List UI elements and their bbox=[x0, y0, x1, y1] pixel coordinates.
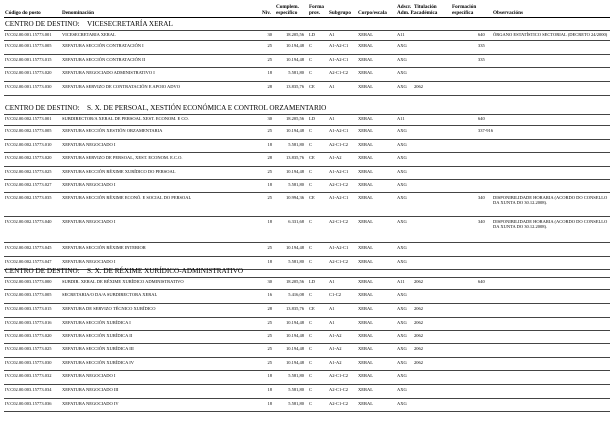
cell-code: IV.C02.00.002.15773.001 bbox=[5, 116, 52, 121]
cell-comp: 5.416,08 bbox=[288, 292, 304, 297]
cell-corp: XERAL bbox=[358, 57, 373, 62]
cell-niv: 25 bbox=[267, 128, 272, 133]
cell-form: 340 bbox=[478, 219, 485, 224]
cell-tit: 2062 bbox=[414, 360, 423, 365]
cell-niv: 28 bbox=[267, 155, 272, 160]
cell-niv: 25 bbox=[267, 43, 272, 48]
cell-ads: AXG bbox=[397, 169, 407, 174]
cell-niv: 25 bbox=[267, 245, 272, 250]
cell-corp: XERAL bbox=[358, 279, 373, 284]
cell-niv: 25 bbox=[267, 333, 272, 338]
header-corps: Corpo/escala bbox=[358, 10, 387, 16]
section-heading bbox=[5, 104, 326, 112]
cell-ads: A11 bbox=[397, 279, 405, 284]
row-rule bbox=[4, 152, 610, 153]
cell-comp: 13.835,76 bbox=[286, 84, 304, 89]
section-name: S. X. DE RÉXIME XURÍDICO-ADMINISTRATIVO bbox=[87, 267, 244, 275]
cell-forma: C bbox=[309, 219, 313, 224]
cell-comp: 5.581,80 bbox=[288, 373, 304, 378]
cell-niv: 25 bbox=[267, 360, 272, 365]
table-row bbox=[0, 43, 615, 54]
cell-form: 640 bbox=[478, 279, 485, 284]
header-training-1: Formación bbox=[452, 4, 477, 10]
cell-forma: CE bbox=[309, 195, 315, 200]
table-row bbox=[0, 306, 615, 317]
cell-obs: DISPONIBILIDADE HORARIA (ACORDO DO CONSELLO DA XUNTA DO 30.12.2008). bbox=[493, 195, 608, 205]
cell-code: IV.C02.00.002.15773.005 bbox=[5, 128, 52, 133]
cell-comp: 5.581,80 bbox=[288, 387, 304, 392]
cell-den: XEFATURA NEGOCIADO ADMINISTRATIVO I bbox=[62, 70, 155, 75]
cell-subg: A2-C1-C2 bbox=[329, 259, 348, 264]
cell-den: XEFATURA NEGOCIADO III bbox=[62, 387, 119, 392]
cell-forma: C bbox=[309, 292, 313, 297]
row-rule bbox=[4, 357, 610, 358]
row-rule bbox=[4, 95, 610, 96]
row-rule bbox=[4, 343, 610, 344]
cell-subg: A2-C1-C2 bbox=[329, 219, 348, 224]
header-level: Niv. bbox=[262, 10, 271, 16]
cell-forma: C bbox=[309, 320, 313, 325]
cell-tit: 2062 bbox=[414, 306, 423, 311]
cell-subg: A1 bbox=[329, 306, 335, 311]
cell-comp: 18.205,56 bbox=[286, 116, 304, 121]
cell-form: 640 bbox=[478, 116, 485, 121]
cell-niv: 25 bbox=[267, 57, 272, 62]
cell-den: XEFATURA NEGOCIADO I bbox=[62, 373, 116, 378]
cell-comp: 10.194,48 bbox=[286, 43, 304, 48]
cell-subg: A2-C1-C2 bbox=[329, 182, 348, 187]
cell-den: XEFATURA SECCIÓN RÉXIME XURÍDICO DO PERSOAL bbox=[62, 169, 176, 174]
cell-comp: 5.581,80 bbox=[288, 182, 304, 187]
cell-corp: XERAL bbox=[358, 182, 373, 187]
section-label: CENTRO DE DESTINO: bbox=[5, 104, 80, 112]
cell-subg: A1-A2-C1 bbox=[329, 128, 349, 133]
cell-ads: AXG bbox=[397, 195, 407, 200]
cell-forma: C bbox=[309, 70, 313, 75]
cell-ads: AXG bbox=[397, 306, 407, 311]
cell-code: IV.C02.00.003.15773.034 bbox=[5, 387, 52, 392]
cell-den: XEFATURA SECCIÓN CONTRATACIÓN I bbox=[62, 43, 144, 48]
cell-forma: C bbox=[309, 387, 313, 392]
cell-code: IV.C02.00.002.15773.027 bbox=[5, 182, 52, 187]
cell-code: IV.C02.00.001.15773.001 bbox=[5, 32, 52, 37]
cell-code: IV.C02.00.003.15773.036 bbox=[5, 401, 52, 406]
cell-ads: AXG bbox=[397, 70, 407, 75]
cell-forma: C bbox=[309, 128, 313, 133]
cell-forma: LD bbox=[309, 279, 315, 284]
cell-ads: AXG bbox=[397, 182, 407, 187]
cell-subg: A1-A2 bbox=[329, 360, 342, 365]
cell-form: 640 bbox=[478, 32, 485, 37]
cell-code: IV.C02.00.002.15773.045 bbox=[5, 245, 52, 250]
cell-comp: 18.205,56 bbox=[286, 279, 304, 284]
cell-subg: A1 bbox=[329, 84, 335, 89]
cell-comp: 10.194,48 bbox=[286, 245, 304, 250]
cell-den: XEFATURA NEGOCIADO I bbox=[62, 219, 116, 224]
cell-den: XEFATURA SERVIZO DE PERSOAL, XEST. ECONOM. E.C.O. bbox=[62, 155, 183, 160]
cell-subg: C1-C2 bbox=[329, 292, 342, 297]
cell-niv: 25 bbox=[267, 195, 272, 200]
cell-comp: 13.835,76 bbox=[286, 306, 304, 311]
cell-corp: XERAL bbox=[358, 333, 373, 338]
cell-tit: 2062 bbox=[414, 320, 423, 325]
cell-code: IV.C02.00.002.15773.040 bbox=[5, 219, 52, 224]
cell-obs: DISPONIBILIDADE HORARIA (ACORDO DO CONSELLO DA XUNTA DO 30.12.2008). bbox=[493, 219, 608, 229]
cell-corp: XERAL bbox=[358, 373, 373, 378]
cell-ads: AXG bbox=[397, 333, 407, 338]
cell-form: 337-916 bbox=[478, 128, 493, 133]
cell-comp: 6.331,68 bbox=[288, 219, 304, 224]
section-heading bbox=[5, 20, 173, 28]
row-rule bbox=[4, 67, 610, 68]
cell-code: IV.C02.00.003.15773.016 bbox=[5, 320, 52, 325]
cell-ads: AXG bbox=[397, 346, 407, 351]
cell-forma: C bbox=[309, 169, 313, 174]
cell-niv: 28 bbox=[267, 84, 272, 89]
table-row bbox=[0, 387, 615, 398]
cell-form: 335 bbox=[478, 43, 485, 48]
section-name: S. X. DE PERSOAL, XESTIÓN ECONÓMICA E CONTROL ORZAMENTARIO bbox=[87, 104, 327, 112]
section-heading bbox=[5, 267, 243, 275]
cell-code: IV.C02.00.003.15773.025 bbox=[5, 346, 52, 351]
cell-corp: XERAL bbox=[358, 245, 373, 250]
cell-comp: 10.194,48 bbox=[286, 57, 304, 62]
cell-subg: A2-C1-C2 bbox=[329, 401, 348, 406]
cell-corp: XERAL bbox=[358, 169, 373, 174]
cell-niv: 18 bbox=[267, 219, 272, 224]
cell-ads: AXG bbox=[397, 360, 407, 365]
table-row bbox=[0, 195, 615, 206]
cell-subg: A2-C1-C2 bbox=[329, 387, 348, 392]
cell-ads: AXG bbox=[397, 259, 407, 264]
cell-code: IV.C02.00.003.15773.020 bbox=[5, 333, 52, 338]
cell-tit: 2062 bbox=[414, 333, 423, 338]
cell-den: XEFATURA NEGOCIADO I bbox=[62, 142, 116, 147]
cell-subg: A1-A2 bbox=[329, 155, 342, 160]
cell-subg: A1 bbox=[329, 32, 335, 37]
cell-den: XEFATURA SECCIÓN XESTIÓN ORZAMENTARIA bbox=[62, 128, 163, 133]
cell-den: SECRETARIA/O DA/A SUBDIRECTORA XERAL bbox=[62, 292, 158, 297]
header-rule bbox=[4, 17, 610, 18]
row-rule bbox=[4, 139, 610, 140]
cell-niv: 25 bbox=[267, 169, 272, 174]
cell-den: XEFATURA SECCIÓN XURÍDICA IV bbox=[62, 360, 135, 365]
cell-code: IV.C02.00.001.15773.020 bbox=[5, 70, 52, 75]
cell-tit: 2062 bbox=[414, 84, 423, 89]
cell-code: IV.C02.00.003.15773.005 bbox=[5, 292, 52, 297]
cell-subg: A1-A2-C1 bbox=[329, 43, 349, 48]
header-code: Código do posto bbox=[5, 10, 41, 16]
cell-tit: 2062 bbox=[414, 346, 423, 351]
header-training-2: específica bbox=[452, 10, 474, 16]
section-rule bbox=[4, 277, 610, 278]
cell-forma: C bbox=[309, 182, 313, 187]
row-rule bbox=[4, 303, 610, 304]
cell-code: IV.C02.00.003.15773.000 bbox=[5, 279, 52, 284]
cell-code: IV.C02.00.003.15773.032 bbox=[5, 373, 52, 378]
cell-comp: 5.581,80 bbox=[288, 70, 304, 75]
cell-niv: 18 bbox=[267, 387, 272, 392]
table-row bbox=[0, 219, 615, 230]
row-rule bbox=[4, 384, 610, 385]
cell-den: XEFATURA NEGOCIADO IV bbox=[62, 401, 119, 406]
cell-code: IV.C02.00.003.15773.030 bbox=[5, 360, 52, 365]
table-row bbox=[0, 128, 615, 139]
cell-tit: 2062 bbox=[414, 279, 423, 284]
cell-comp: 10.194,48 bbox=[286, 360, 304, 365]
cell-comp: 5.581,80 bbox=[288, 259, 304, 264]
cell-comp: 13.835,76 bbox=[286, 155, 304, 160]
cell-ads: AXG bbox=[397, 320, 407, 325]
cell-corp: XERAL bbox=[358, 195, 373, 200]
header-complement-1: Complem. bbox=[276, 4, 299, 10]
cell-forma: LD bbox=[309, 116, 315, 121]
cell-den: XEFATURA SECCIÓN CONTRATACIÓN II bbox=[62, 57, 146, 62]
cell-comp: 10.194,48 bbox=[286, 128, 304, 133]
cell-forma: C bbox=[309, 346, 313, 351]
cell-corp: XERAL bbox=[358, 128, 373, 133]
cell-subg: A1-A2-C1 bbox=[329, 57, 349, 62]
header-denomination: Denominación bbox=[62, 10, 94, 16]
cell-den: SUBDIRECTOR/A XERAL DE PERSOAL XEST. ECONOM. E CO. bbox=[62, 116, 189, 121]
section-rule bbox=[4, 114, 610, 115]
header-forma-2: prov. bbox=[309, 10, 321, 16]
table-row bbox=[0, 346, 615, 357]
cell-subg: A2-C1-C2 bbox=[329, 373, 348, 378]
cell-den: XEFATURA DE SERVIZO TÉCNICO XURÍDICO bbox=[62, 306, 156, 311]
cell-subg: A1-A2 bbox=[329, 346, 342, 351]
cell-ads: AXG bbox=[397, 43, 407, 48]
cell-den: VICESECRETARIA XERAL bbox=[62, 32, 116, 37]
table-row bbox=[0, 245, 615, 256]
row-rule bbox=[4, 166, 610, 167]
cell-code: IV.C02.00.002.15773.025 bbox=[5, 169, 52, 174]
cell-ads: AXG bbox=[397, 292, 407, 297]
cell-den: XEFATURA SECCIÓN RÉXIME ECONÓ. E SOCIAL DO PERSOAL bbox=[62, 195, 192, 200]
cell-niv: 18 bbox=[267, 373, 272, 378]
cell-code: IV.C02.00.001.15773.005 bbox=[5, 43, 52, 48]
cell-den: SUBDIR. XERAL DE RÉXIME XURÍDICO ADMINISTRATIVO bbox=[62, 279, 184, 284]
cell-den: XEFATURA SECCIÓN RÉXIME INTERIOR bbox=[62, 245, 146, 250]
cell-corp: XERAL bbox=[358, 306, 373, 311]
cell-ads: AXG bbox=[397, 245, 407, 250]
cell-corp: XERAL bbox=[358, 360, 373, 365]
cell-code: IV.C02.00.002.15773.047 bbox=[5, 259, 52, 264]
cell-comp: 10.194,48 bbox=[286, 333, 304, 338]
cell-subg: A1-A2-C1 bbox=[329, 169, 349, 174]
cell-corp: XERAL bbox=[358, 70, 373, 75]
row-rule bbox=[4, 330, 610, 331]
cell-comp: 18.205,56 bbox=[286, 32, 304, 37]
row-rule bbox=[4, 242, 610, 243]
table-row bbox=[0, 84, 615, 95]
cell-forma: C bbox=[309, 259, 313, 264]
cell-obs: ÓRGANO ESTATÍSTICO SECTORIAL (DECRETO 24/2000) bbox=[493, 32, 608, 37]
header-forma-1: Forma bbox=[309, 4, 324, 10]
cell-corp: XERAL bbox=[358, 43, 373, 48]
cell-corp: XERAL bbox=[358, 259, 373, 264]
row-rule bbox=[4, 192, 610, 193]
cell-forma: C bbox=[309, 401, 313, 406]
cell-ads: AXG bbox=[397, 142, 407, 147]
cell-comp: 10.994,36 bbox=[286, 195, 304, 200]
cell-corp: XERAL bbox=[358, 155, 373, 160]
cell-code: IV.C02.00.002.15773.020 bbox=[5, 155, 52, 160]
cell-code: IV.C02.00.002.15773.035 bbox=[5, 195, 52, 200]
header-titulation-1: Titulación bbox=[414, 4, 437, 10]
row-rule bbox=[4, 216, 610, 217]
cell-comp: 5.581,80 bbox=[288, 142, 304, 147]
header-adscr-2: Adm. P. bbox=[397, 10, 415, 16]
header-complement-2: específico bbox=[276, 10, 298, 16]
cell-ads: AXG bbox=[397, 84, 407, 89]
cell-form: 335 bbox=[478, 57, 485, 62]
cell-comp: 10.194,48 bbox=[286, 169, 304, 174]
cell-code: IV.C02.00.001.15773.015 bbox=[5, 57, 52, 62]
cell-subg: A1 bbox=[329, 320, 335, 325]
cell-corp: XERAL bbox=[358, 346, 373, 351]
header-adscr-1: Adscr. bbox=[397, 4, 412, 10]
row-rule bbox=[4, 370, 610, 371]
section-name: VICESECRETARÍA XERAL bbox=[87, 20, 173, 28]
cell-forma: C bbox=[309, 142, 313, 147]
cell-form: 340 bbox=[478, 195, 485, 200]
cell-corp: XERAL bbox=[358, 116, 373, 121]
cell-subg: A1 bbox=[329, 279, 335, 284]
cell-den: XEFATURA SERVIZO DE CONTRATACIÓN E APOIO ADVO bbox=[62, 84, 180, 89]
cell-niv: 16 bbox=[267, 292, 272, 297]
cell-niv: 18 bbox=[267, 70, 272, 75]
cell-ads: AXG bbox=[397, 128, 407, 133]
cell-subg: A1-A2 bbox=[329, 333, 342, 338]
cell-ads: AXG bbox=[397, 57, 407, 62]
cell-niv: 18 bbox=[267, 259, 272, 264]
cell-forma: C bbox=[309, 245, 313, 250]
cell-niv: 18 bbox=[267, 182, 272, 187]
row-rule bbox=[4, 256, 610, 257]
section-label: CENTRO DE DESTINO: bbox=[5, 267, 80, 275]
cell-code: IV.C02.00.003.15773.015 bbox=[5, 306, 52, 311]
cell-forma: C bbox=[309, 57, 313, 62]
cell-niv: 25 bbox=[267, 320, 272, 325]
cell-niv: 18 bbox=[267, 401, 272, 406]
cell-corp: XERAL bbox=[358, 142, 373, 147]
cell-niv: 25 bbox=[267, 346, 272, 351]
cell-corp: XERAL bbox=[358, 387, 373, 392]
cell-code: IV.C02.00.001.15773.030 bbox=[5, 84, 52, 89]
row-rule bbox=[4, 179, 610, 180]
cell-corp: XERAL bbox=[358, 292, 373, 297]
table-row bbox=[0, 155, 615, 166]
row-rule bbox=[4, 125, 610, 126]
cell-corp: XERAL bbox=[358, 320, 373, 325]
header-titulation-2: académica bbox=[414, 10, 438, 16]
row-rule bbox=[4, 398, 610, 399]
row-rule bbox=[4, 54, 610, 55]
section-rule bbox=[4, 30, 610, 31]
cell-corp: XERAL bbox=[358, 84, 373, 89]
header-observations: Observacións bbox=[493, 10, 523, 16]
cell-corp: XERAL bbox=[358, 32, 373, 37]
cell-forma: CE bbox=[309, 306, 315, 311]
cell-niv: 30 bbox=[267, 32, 272, 37]
row-rule bbox=[4, 81, 610, 82]
cell-comp: 10.194,48 bbox=[286, 346, 304, 351]
cell-corp: XERAL bbox=[358, 219, 373, 224]
cell-ads: AXG bbox=[397, 387, 407, 392]
cell-forma: C bbox=[309, 333, 313, 338]
cell-subg: A1 bbox=[329, 116, 335, 121]
cell-den: XEFATURA SECCIÓN XURÍDICA III bbox=[62, 346, 134, 351]
cell-subg: A2-C1-C2 bbox=[329, 70, 348, 75]
cell-den: XEFATURA NEGOCIADO I bbox=[62, 259, 116, 264]
cell-subg: A1-A2-C1 bbox=[329, 245, 349, 250]
cell-forma: CE bbox=[309, 84, 315, 89]
row-rule bbox=[4, 411, 610, 412]
section-label: CENTRO DE DESTINO: bbox=[5, 20, 80, 28]
cell-corp: XERAL bbox=[358, 401, 373, 406]
cell-ads: AXG bbox=[397, 401, 407, 406]
cell-niv: 30 bbox=[267, 279, 272, 284]
table-row bbox=[0, 292, 615, 303]
cell-niv: 30 bbox=[267, 116, 272, 121]
cell-ads: A11 bbox=[397, 116, 405, 121]
cell-den: XEFATURA SECCIÓN XURÍDICA II bbox=[62, 333, 133, 338]
row-rule bbox=[4, 40, 610, 41]
row-rule bbox=[4, 317, 610, 318]
table-row bbox=[0, 32, 615, 43]
cell-forma: LD bbox=[309, 32, 315, 37]
cell-ads: AXG bbox=[397, 373, 407, 378]
row-rule bbox=[4, 289, 610, 290]
header-subgroup: Subgrupo bbox=[329, 10, 351, 16]
cell-forma: C bbox=[309, 43, 313, 48]
cell-forma: CE bbox=[309, 155, 315, 160]
cell-niv: 18 bbox=[267, 142, 272, 147]
cell-forma: C bbox=[309, 373, 313, 378]
cell-ads: AXG bbox=[397, 219, 407, 224]
cell-den: XEFATURA NEGOCIADO I bbox=[62, 182, 116, 187]
table-row bbox=[0, 373, 615, 384]
cell-den: XEFATURA SECCIÓN XURÍDICA I bbox=[62, 320, 131, 325]
cell-forma: C bbox=[309, 360, 313, 365]
cell-comp: 5.581,80 bbox=[288, 401, 304, 406]
table-row bbox=[0, 70, 615, 81]
cell-niv: 28 bbox=[267, 306, 272, 311]
cell-ads: AXG bbox=[397, 155, 407, 160]
cell-comp: 10.194,48 bbox=[286, 320, 304, 325]
cell-subg: A2-C1-C2 bbox=[329, 142, 348, 147]
cell-ads: A11 bbox=[397, 32, 405, 37]
cell-code: IV.C02.00.002.15773.010 bbox=[5, 142, 52, 147]
cell-subg: A1-A2-C1 bbox=[329, 195, 349, 200]
